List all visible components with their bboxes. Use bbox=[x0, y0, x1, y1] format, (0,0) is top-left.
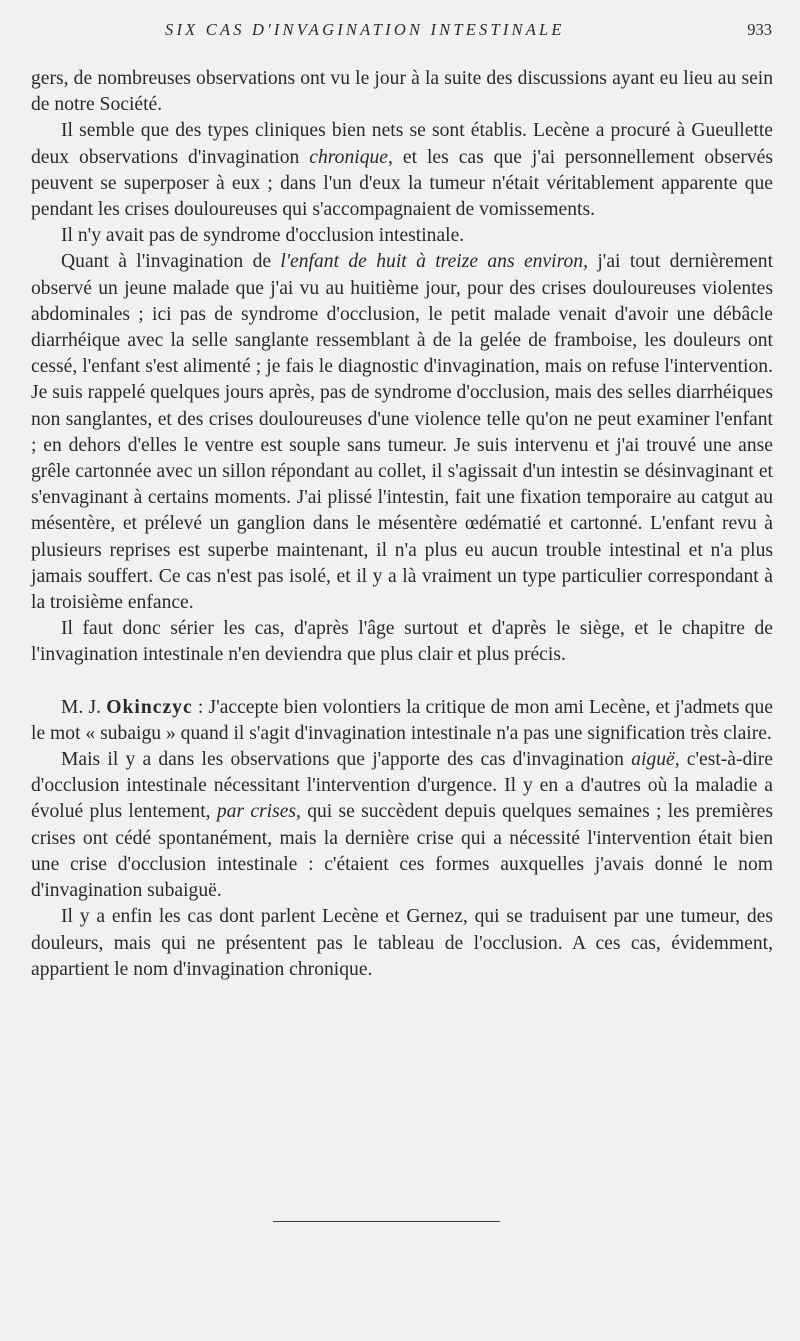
text-run: gers, de nombreuses observations ont vu le jour à la suite des discussions ayant eu lieu au sein de notre Société. bbox=[31, 68, 773, 116]
text-run: , c'est-à-dire d'occlusion intestinale nécessitant l'intervention d'urgence. Il y en a d'autres où la maladie a évolué plus lentement, bbox=[31, 749, 773, 823]
text-run: Quant à l'invagination de bbox=[61, 251, 281, 273]
paragraph bbox=[31, 695, 773, 747]
italic-run: aiguë bbox=[631, 749, 675, 771]
paragraph bbox=[31, 223, 773, 249]
speaker-name: Okinczyc bbox=[106, 696, 193, 718]
text-run: , qui se succèdent depuis quelques semaines ; les premières crises ont cédé spontanément, mais la dernière crise qui a nécessité l'intervention était bien une crise d'occlusion intestinale : c'étaient ces formes auxquelles j'avais donné le nom d'invagination subaiguë. bbox=[31, 801, 773, 902]
text-run: Il semble que des types cliniques bien nets se sont établis. Lecène a procuré à Gueullette deux observations d'invagination bbox=[31, 120, 773, 168]
italic-run: par crises bbox=[216, 801, 297, 823]
end-rule bbox=[273, 1221, 500, 1222]
paragraph bbox=[31, 118, 773, 223]
text-run: Il n'y avait pas de syndrome d'occlusion intestinale. bbox=[61, 225, 465, 247]
text-run: Il faut donc sérier les cas, d'après l'âge surtout et d'après le siège, et le chapitre de l'invagination intestinale n'en deviendra que plus clair et plus précis. bbox=[31, 618, 773, 666]
text-run: Mais il y a dans les observations que j'apporte des cas d'invagination bbox=[61, 749, 632, 771]
paragraph bbox=[31, 747, 773, 904]
page-number: 933 bbox=[747, 20, 772, 39]
body-text bbox=[31, 66, 773, 983]
text-run: Il y a enfin les cas dont parlent Lecène et Gernez, qui se traduisent par une tumeur, des douleurs, mais qui ne présentent pas le tableau de l'occlusion. A ces cas, évidemment, appartient le nom d'invagination chronique. bbox=[31, 906, 773, 980]
running-header bbox=[0, 20, 800, 44]
text-run: , et les cas que j'ai personnellement observés peuvent se superposer à eux ; dans l'un d'eux la tumeur n'était véritablement apparente que pendant les crises douloureuses qui s'accompagnaient de vomissements. bbox=[31, 146, 773, 221]
italic-run: l'enfant de huit à treize ans environ bbox=[280, 251, 584, 273]
paragraph bbox=[31, 904, 773, 983]
text-run: M. J. bbox=[61, 696, 107, 718]
running-title: SIX CAS D'INVAGINATION INTESTINALE bbox=[165, 20, 565, 39]
italic-run: chronique bbox=[309, 146, 389, 168]
paragraph bbox=[31, 249, 773, 616]
text-run: , j'ai tout dernièrement observé un jeune malade que j'ai vu au huitième jour, pour des crises douloureuses violentes abdominales ; ici pas de syndrome d'occlusion, le petit malade venait d'avoir une débâcle diarrhéique avec la selle sanglante ressemblant à de la gelée de framboise, les douleurs ont cessé, l'enfant s'est alimenté ; je fais le diagnostic d'invagination, mais on refuse l'intervention. Je suis rappelé quelques jours après, pas de syndrome d'occlusion, mais des selles diarrhéiques non sanglantes, et des crises douloureuses d'une violence telle qu'on ne peut examiner l'enfant ; en dehors d'elles le ventre est souple sans tumeur. Je suis intervenu et j'ai trouvé une anse grêle cartonnée avec un sillon répondant au collet, il s'agissait d'un intestin se désinvaginant et s'envaginant à certains moments. J'ai plissé l'intestin, fait une fixation temporaire au catgut au mésentère, et prélevé un ganglion dans le mésentère œdématié et cartonné. L'enfant revu à plusieurs reprises est superbe maintenant, il n'a plus eu aucun trouble intestinal et n'a plus jamais souffert. Ce cas n'est pas isolé, et il y a là vraiment un type particulier correspondant à la troisième enfance. bbox=[31, 251, 774, 614]
paragraph bbox=[31, 66, 773, 118]
paragraph bbox=[31, 616, 773, 668]
text-run: : J'accepte bien volontiers la critique de mon ami Lecène, et j'admets que le mot « subaigu » quand il s'agit d'invagination intestinale n'a pas une signification très claire. bbox=[31, 696, 773, 744]
